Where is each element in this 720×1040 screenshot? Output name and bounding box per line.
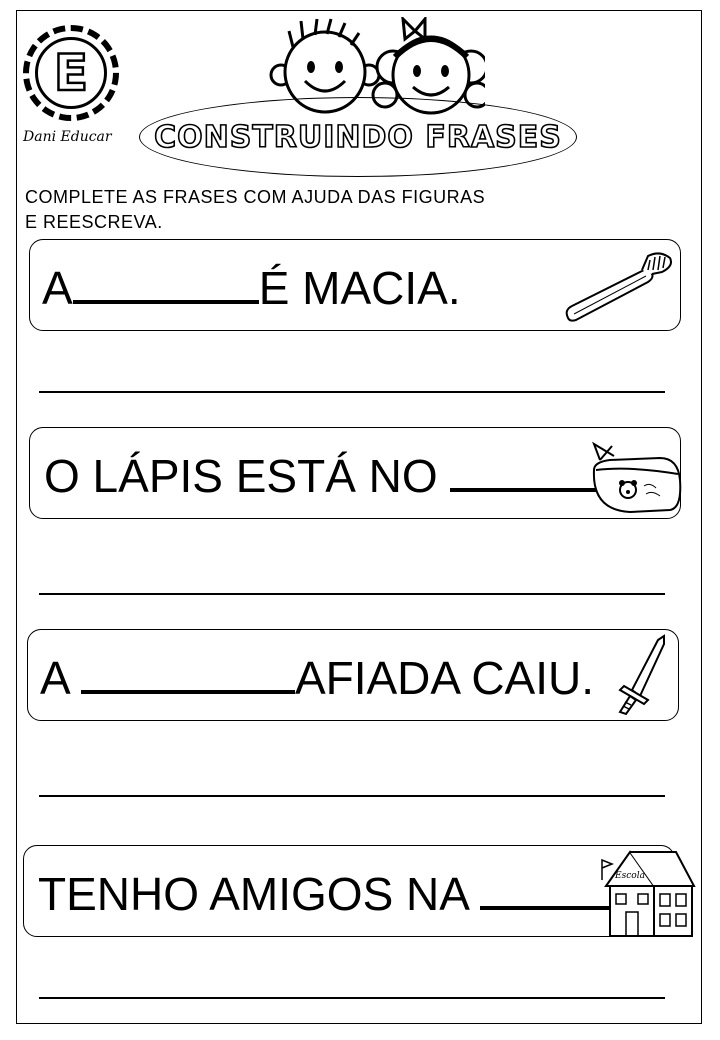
pencil-case-icon xyxy=(590,440,682,516)
instruction-line-2: E REESCREVA. xyxy=(25,212,163,232)
answer-line-4[interactable] xyxy=(39,997,665,999)
exercise-1-blank[interactable] xyxy=(73,258,259,304)
answer-line-3[interactable] xyxy=(39,795,665,797)
school-icon xyxy=(600,846,696,940)
exercise-4-box xyxy=(23,845,675,937)
logo-letter: E xyxy=(53,44,89,102)
exercise-3-sentence xyxy=(40,648,594,705)
exercise-3-blank[interactable] xyxy=(81,648,295,694)
worksheet-header xyxy=(17,11,703,186)
exercise-1-sentence xyxy=(42,258,461,315)
exercise-3-after: AFIADA CAIU. xyxy=(294,652,595,704)
exercise-1-after: É MACIA. xyxy=(258,262,461,314)
brand-name: Dani Educar xyxy=(23,129,112,145)
exercise-1-box xyxy=(29,239,681,331)
page-title: CONSTRUINDO FRASES xyxy=(154,119,562,155)
worksheet xyxy=(16,10,702,1024)
logo xyxy=(35,37,107,109)
school-sign: Escola xyxy=(615,871,645,881)
answer-line-1[interactable] xyxy=(39,391,665,393)
instruction-text xyxy=(25,185,585,235)
exercise-3-before: A xyxy=(40,652,81,704)
exercise-2-box xyxy=(29,427,681,519)
exercise-1-before: A xyxy=(42,262,73,314)
title-banner xyxy=(139,97,577,177)
exercise-4-sentence xyxy=(38,864,644,921)
exercise-4-before: TENHO AMIGOS NA xyxy=(38,868,481,920)
answer-line-2[interactable] xyxy=(39,593,665,595)
exercise-2-before: O LÁPIS ESTÁ NO xyxy=(44,450,451,502)
toothbrush-icon xyxy=(562,248,678,326)
instruction-line-1: COMPLETE AS FRASES COM AJUDA DAS FIGURAS xyxy=(25,187,486,207)
sword-icon xyxy=(606,634,670,718)
exercise-3-box xyxy=(27,629,679,721)
exercise-2-sentence xyxy=(44,446,627,503)
